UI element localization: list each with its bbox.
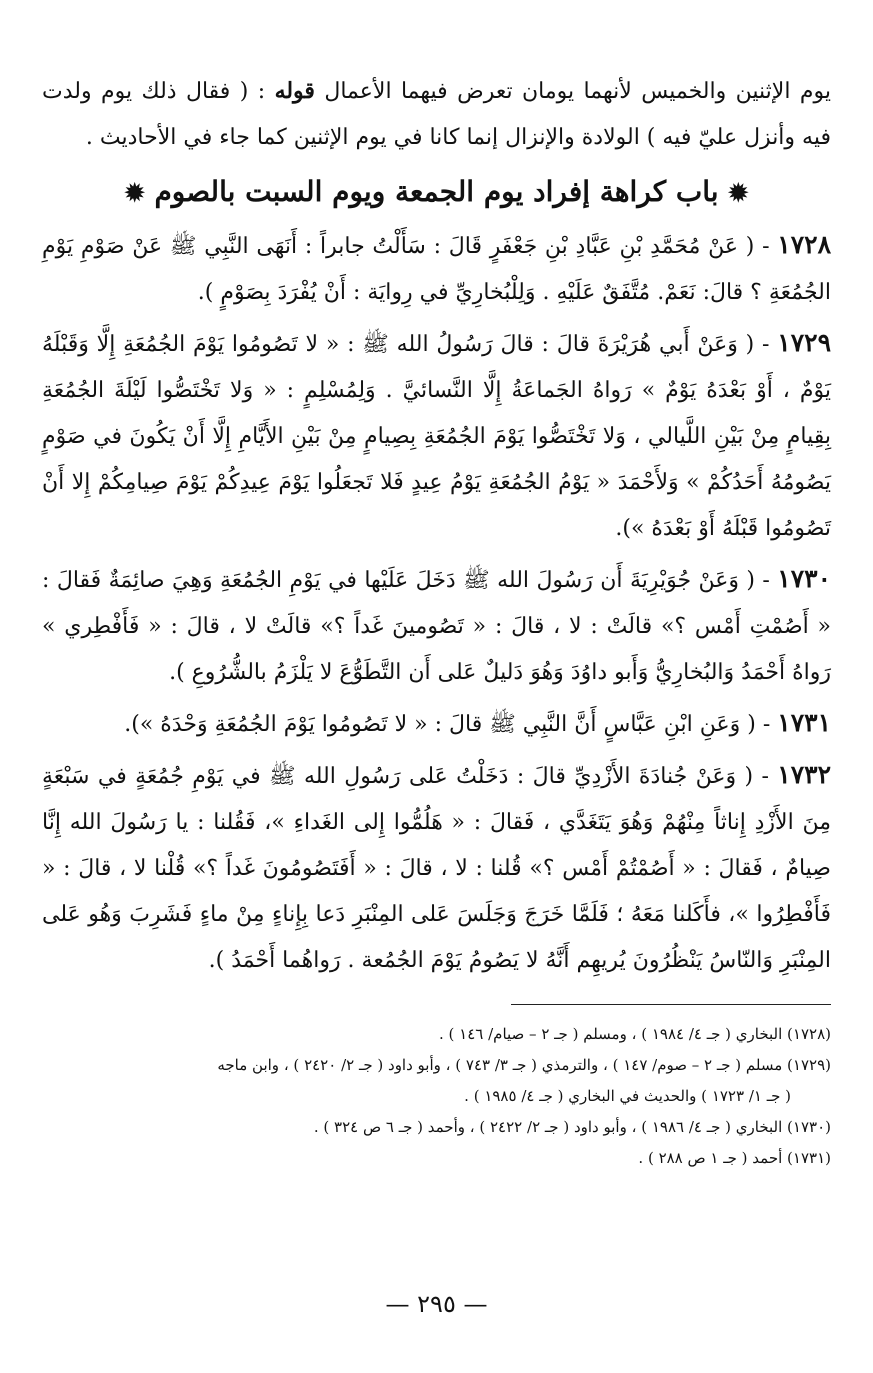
footnote-1731: (١٧٣١) أحمد ( جـ ١ ص ٢٨٨ ) .	[638, 1149, 831, 1167]
hadith-1728	[42, 222, 831, 316]
footnote-1728: (١٧٢٨) البخاري ( جـ ٤/ ١٩٨٤ ) ، ومسلم ( جـ ٢ – صيام/ ١٤٦ ) .	[439, 1025, 831, 1043]
hadith-1732	[42, 752, 831, 984]
chapter-title	[42, 167, 831, 218]
hadith-1729	[42, 320, 831, 552]
page-number: — ٢٩٥ —	[385, 1290, 488, 1318]
intro-paragraph	[42, 68, 831, 161]
hadith-text: - ( وَعَنْ جُنادَةَ الأَزْدِيِّ قالَ : دَخَلْتُ عَلى رَسُولِ الله ﷺ في يَوْمِ جُمُعَةٍ في سَبْعَةٍ مِنَ الأَزْدِ إِناثاً مِنْهُمْ وَهُوَ يَتَغَدَّي ، فَقالَ : « هَلُمُّوا إِلى الغَداءِ »، فَقُلنا : يا رَسُولَ الله إِنَّا صِيامٌ ، فَقالَ : « أَصُمْتُمْ أَمْس ؟» قُلنا : لا ، قالَ : « أَفَتَصُومُونَ غَداً ؟» قُلْنا لا ، قالَ : « فَأَفْطِرُوا »، فأَكَلنا مَعَهُ ؛ فَلَمَّا خَرَجَ وَجَلَسَ عَلى المِنْبَرِ دَعا بِإِناءٍ مِنْ ماءٍ فَشَرِبَ وَهُو عَلى المِنْبَرِ وَالنّاسُ يَنْظُرُونَ يُريهِم أَنَّهُ لا يَصُومُ يَوْمَ الجُمُعة . رَواهُما أَحْمَدُ ).	[42, 764, 831, 973]
star-ornament-icon: ✹	[728, 178, 749, 207]
hadith-text: - ( وَعَنِ ابْنِ عَبَّاسٍ أَنَّ النَّبِي ﷺ قالَ : « لا تَصُومُوا يَوْمَ الجُمُعَةِ وَحْدَهُ »).	[124, 712, 778, 737]
hadith-number: ١٧٣٠	[777, 564, 831, 593]
intro-text-post: : ( فقال ذلك يوم ولدت فيه وأنزل عليّ فيه ) الولادة والإنزال إنما كانا في يوم الإثنين كما جاء في الأحاديث .	[42, 79, 831, 150]
hadith-number: ١٧٢٩	[777, 328, 831, 357]
star-ornament-icon: ✹	[124, 178, 145, 207]
hadith-number: ١٧٢٨	[777, 230, 831, 259]
footnote-divider	[511, 1004, 831, 1005]
footnote-1729: (١٧٢٩) مسلم ( جـ ٢ – صوم/ ١٤٧ ) ، والترمذي ( جـ ٣/ ٧٤٣ ) ، وأبو داود ( جـ ٢/ ٢٤٢٠ ) ، وابن ماجه	[217, 1056, 831, 1074]
hadith-number: ١٧٣٢	[777, 760, 831, 789]
hadith-text: - ( وَعَنْ جُوَيْرِيَةَ أَن رَسُولَ الله ﷺ دَخَلَ عَلَيْها في يَوْمِ الجُمُعَةِ وَهِيَ صائِمَةٌ فَقالَ : « أَصُمْتِ أَمْس ؟» قالَتْ : لا ، قالَ : « تَصُومينَ غَداً ؟» قالَتْ لا ، قالَ : « فَأَفْطِري » رَواهُ أَحْمَدُ وَالبُخارِيُّ وَأَبو داوُدَ وَهُوَ دَليلٌ عَلى أَن التَّطَوُّعَ لا يَلْزَمُ بالشُّرُوعِ ).	[42, 568, 831, 685]
intro-text-pre: يوم الإثنين والخميس لأنهما يومان تعرض فيهما الأعمال	[314, 79, 831, 104]
hadith-text: - ( وَعَنْ أَبي هُرَيْرَةَ قالَ : قالَ رَسُولُ الله ﷺ : « لا تَصُومُوا يَوْمَ الجُمُعَةِ إِلَّا وَقَبْلَهُ يَوْمٌ ، أَوْ بَعْدَهُ يَوْمٌ » رَواهُ الجَماعَةُ إِلَّا النَّسائيَّ . وَلِمُسْلِمٍ : « وَلا تَخْتَصُّوا لَيْلَةَ الجُمُعَةِ بِقِيامٍ مِنْ بَيْنِ اللَّيالي ، وَلا تَخْتَصُّوا يَوْمَ الجُمُعَةِ بِصِيامٍ مِنْ بَيْنِ الأَيَّامِ إِلَّا أَنْ يَكُونَ في صَوْمٍ يَصُومُهُ أَحَدُكُمْ » وَلأَحْمَدَ « يَوْمُ الجُمُعَةِ يَوْمُ عِيدٍ فَلا تَجعَلُوا يَوْمَ عِيدِكُمْ يَوْمَ صِيامِكُمْ إِلا أَنْ تَصُومُوا قَبْلَهُ أَوْ بَعْدَهُ »).	[42, 332, 831, 541]
intro-bold-word: قوله	[274, 78, 315, 104]
chapter-title-text: باب كراهة إفراد يوم الجمعة ويوم السبت بالصوم	[154, 175, 719, 208]
hadith-text: - ( عَنْ مُحَمَّدِ بْنِ عَبَّادِ بْنِ جَعْفَرٍ قَالَ : سَأَلْتُ جابراً : أَنَهَى النَّبِي ﷺ عَنْ صَوْمِ يَوْمِ الجُمُعَةِ ؟ قالَ: نَعَمْ. مُتَّفَقٌ عَلَيْهِ . وَلِلْبُخارِيِّ في رِوايَة : أَنْ يُفْرَدَ بِصَوْمٍ ).	[42, 234, 831, 305]
hadith-1730	[42, 556, 831, 696]
hadith-1731	[42, 700, 831, 748]
footnote-1730: (١٧٣٠) البخاري ( جـ ٤/ ١٩٨٦ ) ، وأبو داود ( جـ ٢/ ٢٤٢٢ ) ، وأحمد ( جـ ٦ ص ٣٢٤ ) .	[313, 1118, 831, 1136]
footnote-1729-continued: ( جـ ١/ ١٧٢٣ ) والحديث في البخاري ( جـ ٤/ ١٩٨٥ ) .	[464, 1087, 791, 1105]
hadith-number: ١٧٣١	[777, 708, 831, 737]
